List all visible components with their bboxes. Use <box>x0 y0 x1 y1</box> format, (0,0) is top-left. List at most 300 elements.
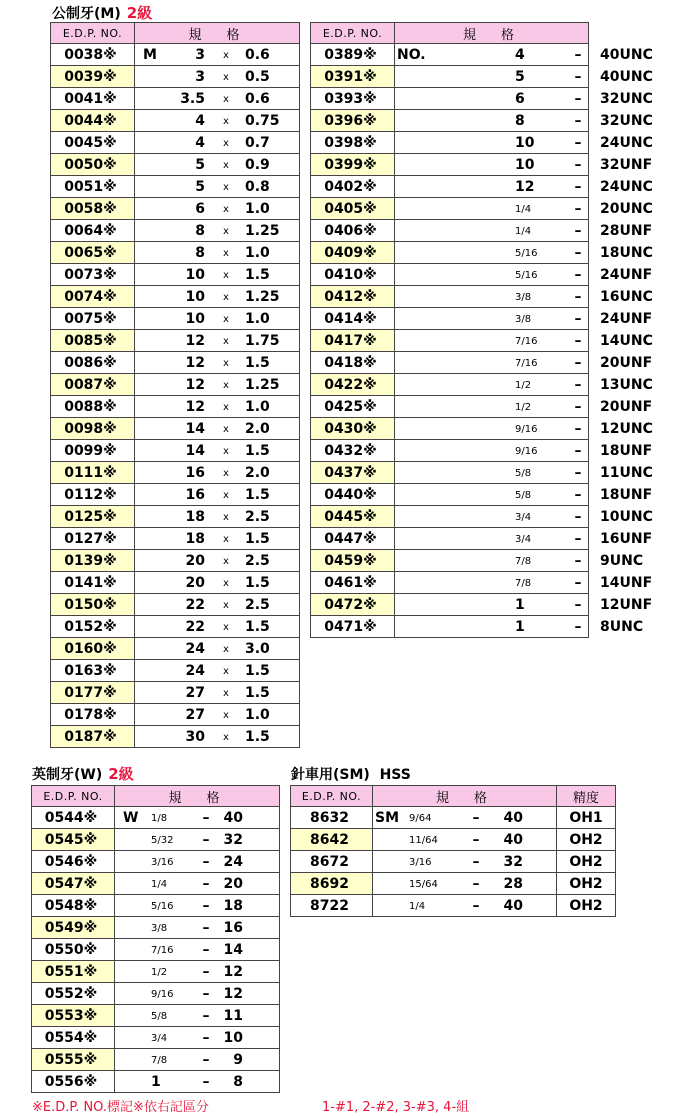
edp-number: 0414※ <box>311 308 395 330</box>
spec-b: 18 <box>223 898 243 914</box>
spec-b: 0.6 <box>245 91 270 107</box>
edp-number: 0551※ <box>32 961 115 983</box>
spec-cell <box>135 66 300 88</box>
spec-b: 1.5 <box>245 575 270 591</box>
spec-b: 24 <box>223 854 243 870</box>
spec-cell <box>135 396 300 418</box>
spec-cell <box>135 242 300 264</box>
spec-cell <box>373 895 557 917</box>
table-row <box>51 308 300 330</box>
spec-cell <box>135 44 300 66</box>
spec-cell <box>395 330 653 352</box>
spec-a: 3.5 <box>180 91 205 107</box>
table-row <box>32 1049 280 1071</box>
spec-cell <box>395 594 653 616</box>
spec-b: 24UNC <box>600 135 653 151</box>
edp-number: 0425※ <box>311 396 395 418</box>
edp-number: 0098※ <box>51 418 135 440</box>
spec-a: 10 <box>185 289 205 305</box>
spec-a: 18 <box>185 531 205 547</box>
edp-number: 8692 <box>291 873 373 895</box>
spec-cell <box>135 418 300 440</box>
spec-b: 18UNC <box>600 245 653 261</box>
precision-header: 精度 <box>557 786 616 807</box>
spec-b: 20UNF <box>600 399 653 415</box>
spec-a: 7/16 <box>515 358 538 369</box>
spec-a: 12 <box>515 179 535 195</box>
edp-number: 0471※ <box>311 616 395 638</box>
spec-a: 6 <box>195 201 205 217</box>
table-row <box>311 396 589 418</box>
table-row <box>32 829 280 851</box>
spec-b: 8UNC <box>600 619 644 635</box>
spec-sep: – <box>574 201 582 217</box>
spec-cell <box>395 462 653 484</box>
spec-sep: – <box>574 311 582 327</box>
table-row <box>51 396 300 418</box>
edp-number: 0546※ <box>32 851 115 873</box>
spec-b: 40 <box>503 810 523 826</box>
edp-number: 0440※ <box>311 484 395 506</box>
spec-b: 32UNF <box>600 157 653 173</box>
spec-sep: x <box>223 710 229 721</box>
table-row <box>51 638 300 660</box>
edp-number: 0437※ <box>311 462 395 484</box>
edp-number: 0125※ <box>51 506 135 528</box>
spec-cell <box>395 132 653 154</box>
spec-sep: – <box>574 245 582 261</box>
spec-sep: x <box>223 292 229 303</box>
spec-a: 24 <box>185 663 205 679</box>
spec-a: 10 <box>185 311 205 327</box>
spec-sep: – <box>574 91 582 107</box>
edp-number: 0050※ <box>51 154 135 176</box>
spec-cell <box>135 726 300 748</box>
table-row <box>51 352 300 374</box>
spec-sep: x <box>223 116 229 127</box>
spec-sep: – <box>202 898 210 914</box>
spec-cell <box>115 851 280 873</box>
spec-a: 4 <box>515 47 525 63</box>
metric-table <box>50 22 300 748</box>
spec-cell <box>135 154 300 176</box>
spec-b: 1.5 <box>245 487 270 503</box>
spec-sep: x <box>223 600 229 611</box>
edp-number: 8722 <box>291 895 373 917</box>
spec-cell <box>395 550 644 572</box>
spec-a: 14 <box>185 443 205 459</box>
spec-a: 3/8 <box>515 292 532 303</box>
spec-cell <box>115 1049 280 1071</box>
edp-number: 0556※ <box>32 1071 115 1093</box>
spec-b: 24UNF <box>600 311 653 327</box>
spec-a: 9/64 <box>409 813 432 824</box>
spec-cell <box>373 873 557 895</box>
edp-number: 0447※ <box>311 528 395 550</box>
spec-a: 27 <box>185 707 205 723</box>
spec-b: 11UNC <box>600 465 653 481</box>
table-row <box>291 807 616 829</box>
spec-b: 28 <box>503 876 523 892</box>
metric-grade: 2級 <box>126 4 153 22</box>
spec-a: 20 <box>185 553 205 569</box>
table-row <box>291 873 616 895</box>
spec-b: 14UNC <box>600 333 653 349</box>
table-row <box>311 88 589 110</box>
spec-a: 7/16 <box>151 945 174 956</box>
precision-value: OH2 <box>557 829 616 851</box>
table-row <box>311 66 589 88</box>
table-row <box>311 286 589 308</box>
spec-sep: x <box>223 314 229 325</box>
spec-sep: – <box>202 832 210 848</box>
spec-sep: – <box>202 964 210 980</box>
edp-number: 0547※ <box>32 873 115 895</box>
spec-a: 7/8 <box>515 578 532 589</box>
table-row <box>311 418 589 440</box>
spec-cell <box>135 440 300 462</box>
spec-b: 14UNF <box>600 575 653 591</box>
spec-a: 9/16 <box>515 424 538 435</box>
edp-number: 0410※ <box>311 264 395 286</box>
spec-sep: – <box>574 179 582 195</box>
spec-sep: x <box>223 336 229 347</box>
table-row <box>51 110 300 132</box>
spec-a: 1 <box>515 619 525 635</box>
spec-a: 5/8 <box>515 468 532 479</box>
table-row <box>311 330 589 352</box>
table-row <box>51 594 300 616</box>
spec-b: 1.0 <box>245 311 270 327</box>
spec-cell <box>115 873 280 895</box>
spec-a: 20 <box>185 575 205 591</box>
spec-a: 1/4 <box>515 204 532 215</box>
table-row <box>291 829 616 851</box>
table-row <box>311 616 589 638</box>
edp-number: 0398※ <box>311 132 395 154</box>
table-row <box>51 264 300 286</box>
spec-b: 40 <box>503 832 523 848</box>
edp-number: 0461※ <box>311 572 395 594</box>
unified-table <box>310 22 653 638</box>
spec-a: 9/16 <box>151 989 174 1000</box>
spec-cell <box>135 220 300 242</box>
spec-b: 40 <box>503 898 523 914</box>
edp-number: 0073※ <box>51 264 135 286</box>
edp-number: 0177※ <box>51 682 135 704</box>
spec-cell <box>115 939 280 961</box>
spec-sep: – <box>202 1030 210 1046</box>
edp-number: 0409※ <box>311 242 395 264</box>
spec-sep: – <box>574 553 582 569</box>
spec-prefix: M <box>143 47 157 63</box>
table-row <box>311 462 589 484</box>
precision-value: OH2 <box>557 873 616 895</box>
spec-cell <box>135 352 300 374</box>
table-row <box>311 550 589 572</box>
edp-number: 0150※ <box>51 594 135 616</box>
spec-cell <box>395 616 644 638</box>
spec-cell <box>135 176 300 198</box>
spec-b: 1.5 <box>245 685 270 701</box>
spec-sep: x <box>223 578 229 589</box>
spec-a: 8 <box>195 223 205 239</box>
spec-a: 15/64 <box>409 879 438 890</box>
spec-sep: – <box>574 157 582 173</box>
table-row <box>32 851 280 873</box>
spec-b: 24UNC <box>600 179 653 195</box>
spec-sep: x <box>223 402 229 413</box>
spec-a: 3 <box>195 69 205 85</box>
spec-cell <box>135 660 300 682</box>
spec-b: 3.0 <box>245 641 270 657</box>
table-row <box>51 176 300 198</box>
spec-cell <box>115 895 280 917</box>
spec-cell <box>395 352 653 374</box>
edp-number: 0549※ <box>32 917 115 939</box>
spec-sep: – <box>574 377 582 393</box>
spec-a: 10 <box>185 267 205 283</box>
table-row <box>51 616 300 638</box>
spec-b: 9 <box>233 1052 243 1068</box>
spec-sep: x <box>223 72 229 83</box>
whitworth-title-text: 英制牙(W) <box>32 767 103 783</box>
spec-cell <box>135 198 300 220</box>
spec-a: 7/8 <box>515 556 532 567</box>
spec-b: 13UNC <box>600 377 653 393</box>
spec-sep: x <box>223 182 229 193</box>
edp-number: 0058※ <box>51 198 135 220</box>
edp-number: 0112※ <box>51 484 135 506</box>
spec-a: 12 <box>185 399 205 415</box>
spec-cell <box>373 851 557 873</box>
spec-b: 1.5 <box>245 619 270 635</box>
spec-a: 4 <box>195 135 205 151</box>
spec-header: 規 格 <box>115 786 280 807</box>
spec-cell <box>395 110 653 132</box>
table-row <box>51 462 300 484</box>
spec-b: 2.5 <box>245 553 270 569</box>
spec-cell <box>395 220 653 242</box>
spec-a: 7/16 <box>515 336 538 347</box>
spec-sep: – <box>472 832 480 848</box>
spec-cell <box>115 1071 280 1093</box>
whitworth-table <box>31 785 280 1093</box>
edp-number: 0472※ <box>311 594 395 616</box>
footer-note: ※E.D.P. NO.標記※依右記區分 <box>32 1100 209 1115</box>
spec-cell <box>115 917 280 939</box>
edp-number: 0459※ <box>311 550 395 572</box>
edp-number: 0085※ <box>51 330 135 352</box>
spec-a: 5/16 <box>151 901 174 912</box>
spec-a: 3/4 <box>515 534 532 545</box>
spec-cell <box>395 440 653 462</box>
table-row <box>311 594 589 616</box>
spec-sep: x <box>223 204 229 215</box>
spec-cell <box>395 66 653 88</box>
spec-a: 24 <box>185 641 205 657</box>
spec-b: 9UNC <box>600 553 644 569</box>
spec-cell <box>373 807 557 829</box>
spec-cell <box>135 550 300 572</box>
edp-number: 0418※ <box>311 352 395 374</box>
edp-number: 8642 <box>291 829 373 851</box>
table-row <box>51 550 300 572</box>
spec-a: 3/8 <box>151 923 168 934</box>
spec-b: 0.7 <box>245 135 270 151</box>
edp-number: 0088※ <box>51 396 135 418</box>
spec-cell <box>115 1005 280 1027</box>
spec-a: 3/16 <box>409 857 432 868</box>
spec-sep: – <box>574 421 582 437</box>
table-row <box>51 440 300 462</box>
spec-cell <box>135 616 300 638</box>
spec-header: 規 格 <box>395 23 589 44</box>
table-row <box>51 66 300 88</box>
spec-sep: x <box>223 50 229 61</box>
spec-cell <box>395 176 653 198</box>
spec-cell <box>115 961 280 983</box>
spec-cell <box>135 110 300 132</box>
footer-legend: 1-#1, 2-#2, 3-#3, 4-組 <box>322 1100 470 1115</box>
spec-b: 0.5 <box>245 69 270 85</box>
spec-a: 12 <box>185 355 205 371</box>
spec-a: 7/8 <box>151 1055 168 1066</box>
spec-b: 1.0 <box>245 245 270 261</box>
spec-b: 2.0 <box>245 421 270 437</box>
spec-sep: x <box>223 666 229 677</box>
table-row <box>51 506 300 528</box>
edp-number: 0548※ <box>32 895 115 917</box>
spec-sep: – <box>202 854 210 870</box>
spec-a: 27 <box>185 685 205 701</box>
spec-cell <box>135 374 300 396</box>
spec-cell <box>395 308 653 330</box>
table-row <box>311 154 589 176</box>
spec-sep: x <box>223 270 229 281</box>
edp-number: 0544※ <box>32 807 115 829</box>
spec-a: 10 <box>515 157 535 173</box>
spec-a: 5/8 <box>515 490 532 501</box>
spec-a: 30 <box>185 729 205 745</box>
spec-b: 20UNC <box>600 201 653 217</box>
table-row <box>32 1071 280 1093</box>
edp-number: 0187※ <box>51 726 135 748</box>
spec-sep: x <box>223 490 229 501</box>
spec-cell <box>115 983 280 1005</box>
spec-header: 規 格 <box>373 786 557 807</box>
spec-b: 24UNF <box>600 267 653 283</box>
table-row <box>311 198 589 220</box>
spec-b: 28UNF <box>600 223 653 239</box>
spec-a: 1 <box>151 1074 161 1090</box>
edp-number: 8672 <box>291 851 373 873</box>
spec-cell <box>395 506 653 528</box>
spec-a: 14 <box>185 421 205 437</box>
spec-cell <box>135 308 300 330</box>
table-row <box>32 873 280 895</box>
spec-a: 1/4 <box>515 226 532 237</box>
spec-sep: – <box>574 465 582 481</box>
table-row <box>311 264 589 286</box>
spec-cell <box>135 462 300 484</box>
edp-number: 0038※ <box>51 44 135 66</box>
spec-a: 3/16 <box>151 857 174 868</box>
edp-number: 0412※ <box>311 286 395 308</box>
precision-value: OH2 <box>557 851 616 873</box>
edp-number: 0160※ <box>51 638 135 660</box>
spec-a: 6 <box>515 91 525 107</box>
spec-sep: – <box>574 113 582 129</box>
spec-a: 10 <box>515 135 535 151</box>
edp-number: 0111※ <box>51 462 135 484</box>
spec-a: 1/4 <box>151 879 168 890</box>
edp-number: 0163※ <box>51 660 135 682</box>
spec-a: 18 <box>185 509 205 525</box>
spec-b: 0.75 <box>245 113 280 129</box>
table-row <box>311 352 589 374</box>
edp-number: 0555※ <box>32 1049 115 1071</box>
precision-value: OH1 <box>557 807 616 829</box>
edp-number: 0406※ <box>311 220 395 242</box>
edp-number: 0550※ <box>32 939 115 961</box>
spec-cell <box>135 594 300 616</box>
spec-a: 1/2 <box>151 967 168 978</box>
spec-b: 16UNF <box>600 531 653 547</box>
edp-header: E.D.P. NO. <box>311 23 395 44</box>
spec-a: 11/64 <box>409 835 438 846</box>
spec-cell <box>395 572 653 594</box>
table-row <box>51 704 300 726</box>
spec-sep: x <box>223 556 229 567</box>
spec-a: 5/16 <box>515 270 538 281</box>
spec-a: 8 <box>515 113 525 129</box>
spec-b: 40 <box>223 810 243 826</box>
table-row <box>51 572 300 594</box>
spec-sep: – <box>574 355 582 371</box>
spec-prefix: W <box>123 810 139 826</box>
spec-sep: x <box>223 94 229 105</box>
spec-cell <box>395 418 653 440</box>
sewing-subtitle: HSS <box>379 767 411 783</box>
table-row <box>291 851 616 873</box>
edp-number: 0391※ <box>311 66 395 88</box>
table-row <box>311 484 589 506</box>
table-row <box>311 440 589 462</box>
table-row <box>51 330 300 352</box>
spec-b: 20 <box>223 876 243 892</box>
table-row <box>32 961 280 983</box>
edp-number: 0086※ <box>51 352 135 374</box>
spec-a: 5 <box>515 69 525 85</box>
spec-sep: – <box>472 854 480 870</box>
table-row <box>311 220 589 242</box>
spec-sep: x <box>223 688 229 699</box>
edp-number: 0044※ <box>51 110 135 132</box>
table-row <box>51 88 300 110</box>
spec-sep: – <box>472 898 480 914</box>
spec-sep: – <box>574 597 582 613</box>
spec-sep: x <box>223 732 229 743</box>
table-row <box>51 220 300 242</box>
spec-cell <box>395 88 653 110</box>
spec-a: 3/4 <box>151 1033 168 1044</box>
table-row <box>32 983 280 1005</box>
sewing-title <box>291 764 411 784</box>
spec-b: 1.25 <box>245 289 280 305</box>
spec-b: 20UNF <box>600 355 653 371</box>
edp-number: 0065※ <box>51 242 135 264</box>
